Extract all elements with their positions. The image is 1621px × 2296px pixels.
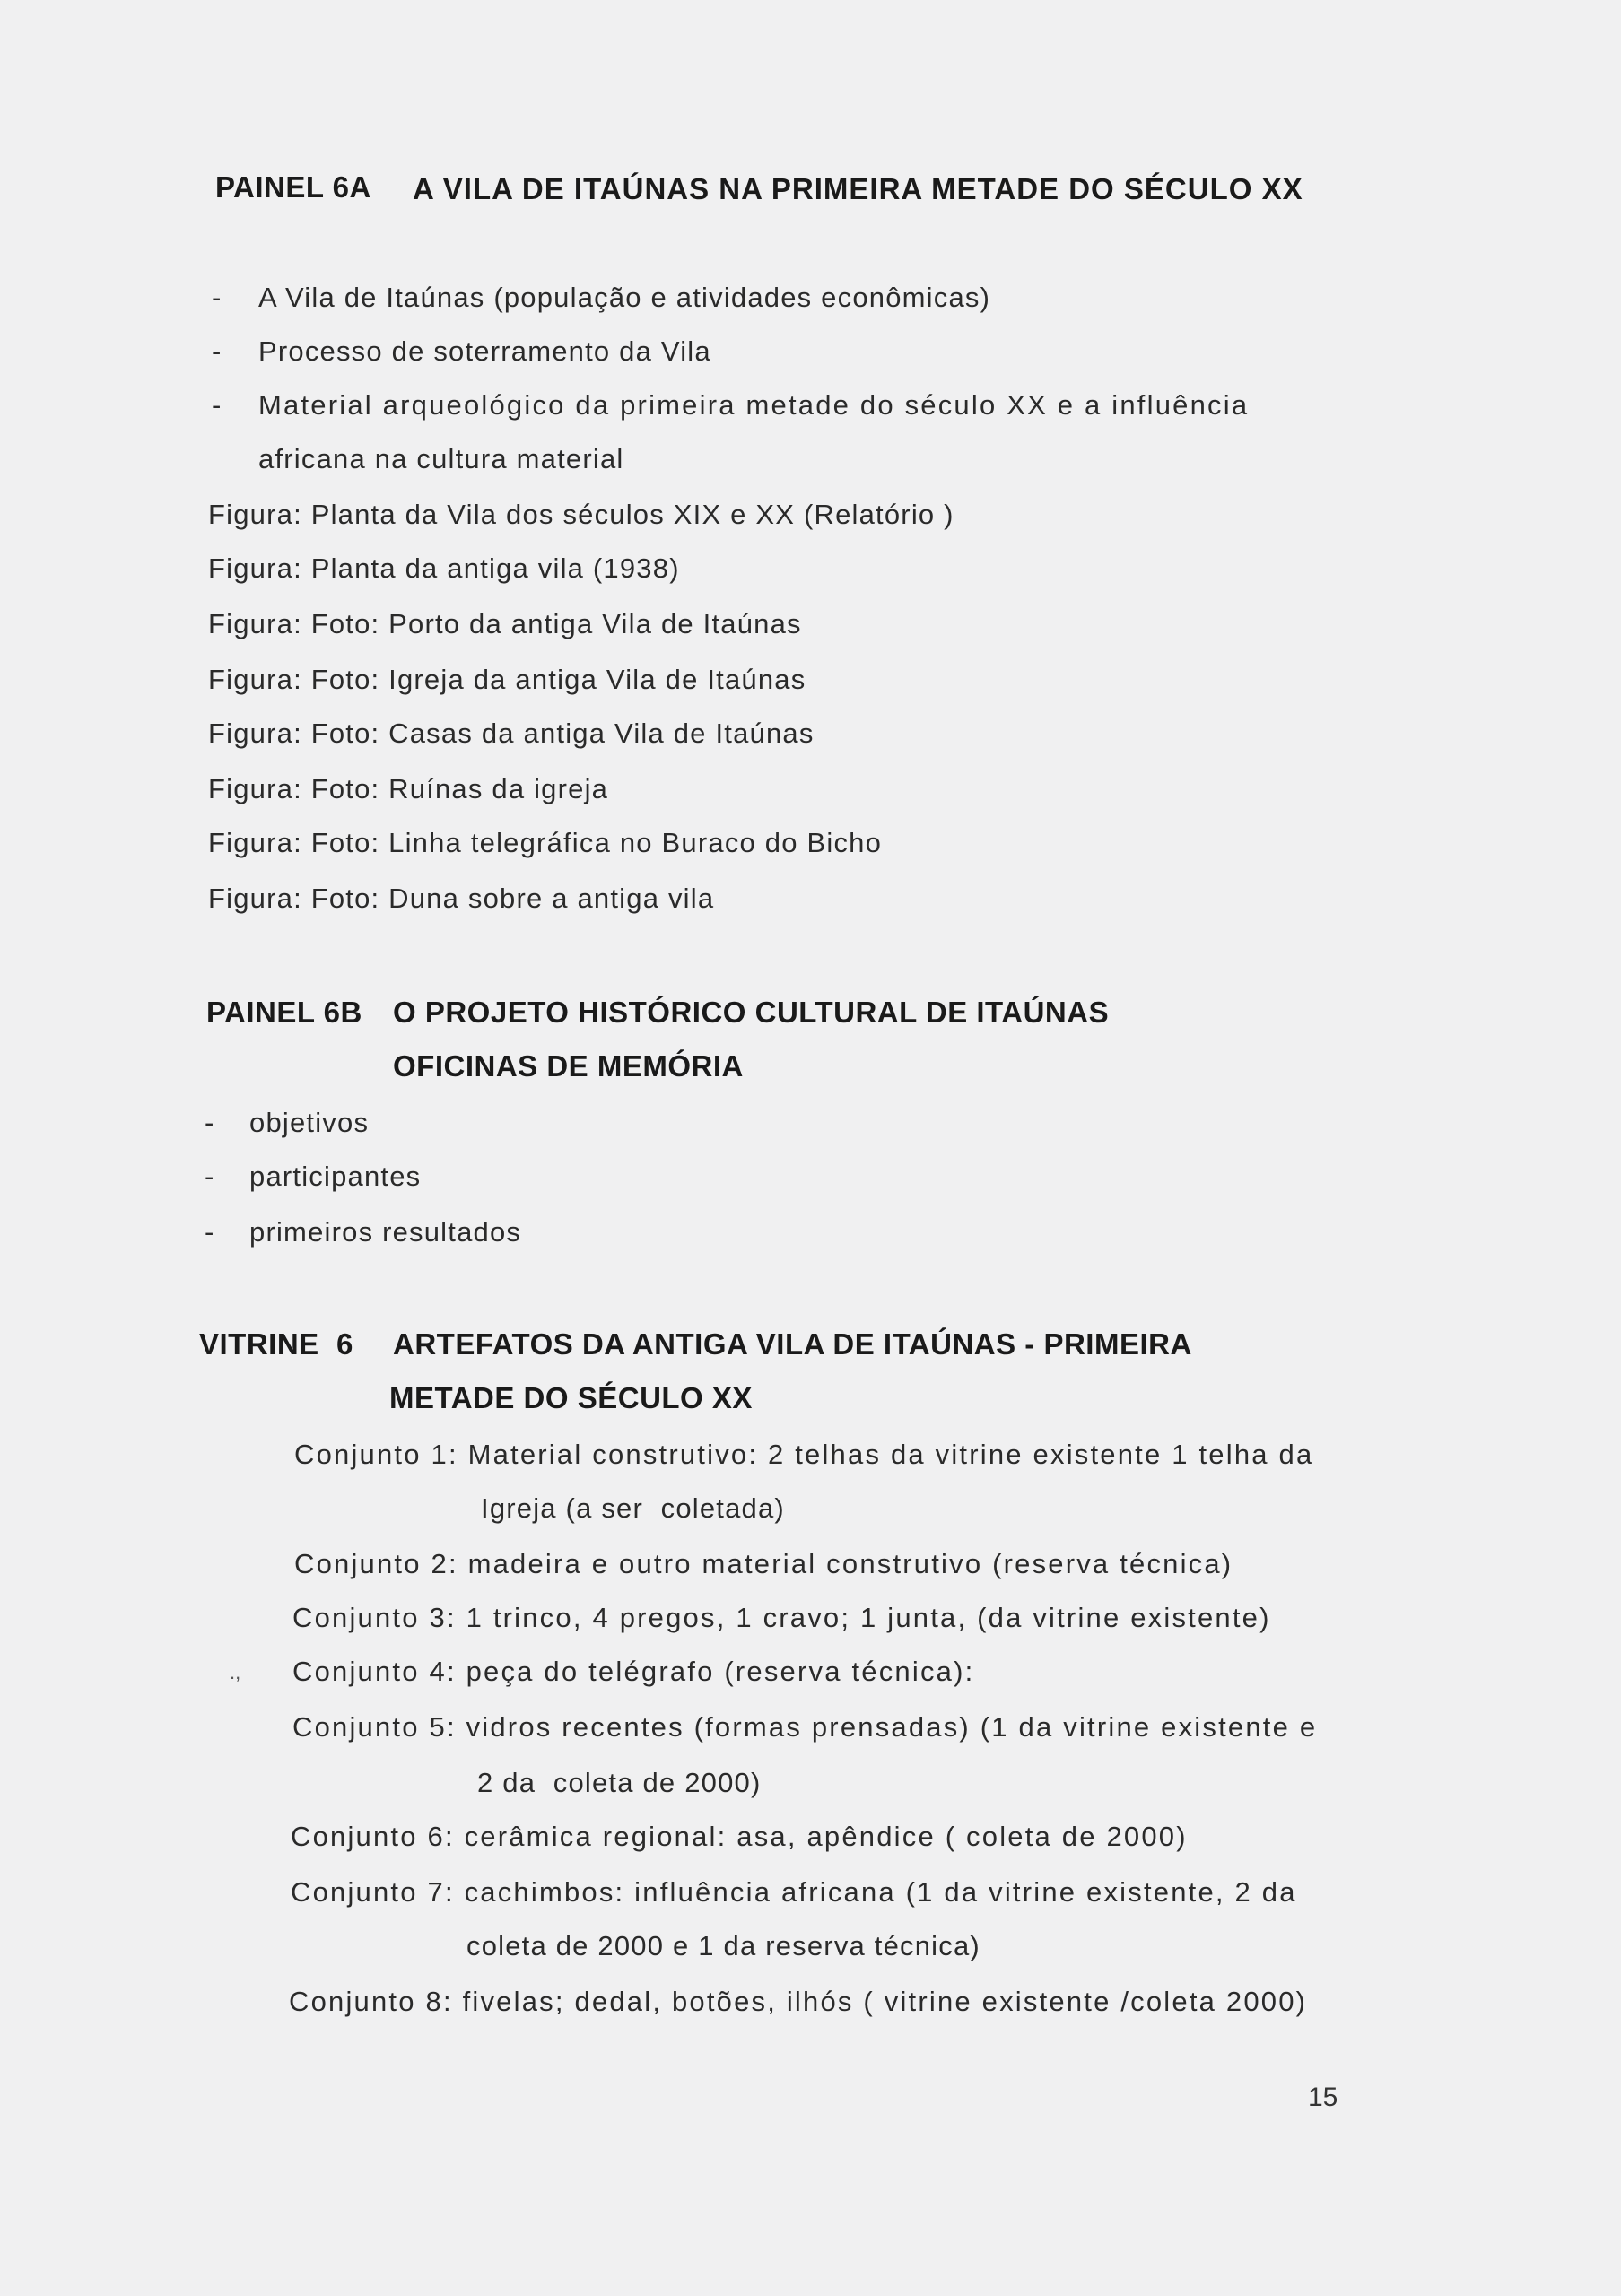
- conjunto-line: Conjunto 8: fivelas; dedal, botões, ilhós ( vitrine existente /coleta 2000): [289, 1986, 1308, 2017]
- bullet-dash: -: [212, 282, 222, 313]
- conjunto-line: Conjunto 7: cachimbos: influência africana (1 da vitrine existente, 2 da: [291, 1876, 1297, 1908]
- painel-6b-bullet: participantes: [249, 1161, 422, 1192]
- stray-mark: .,: [230, 1661, 241, 1683]
- painel-6a-bullet: A Vila de Itaúnas (população e atividades econômicas): [258, 282, 991, 313]
- conjunto-continuation: coleta de 2000 e 1 da reserva técnica): [466, 1930, 980, 1961]
- bullet-dash: -: [212, 389, 222, 421]
- conjunto-line: Conjunto 4: peça do telégrafo (reserva técnica):: [292, 1656, 975, 1687]
- conjunto-continuation: Igreja (a ser coletada): [481, 1492, 785, 1524]
- conjunto-line: Conjunto 1: Material construtivo: 2 telhas da vitrine existente 1 telha da: [294, 1439, 1314, 1470]
- figure-caption: Figura: Planta da antiga vila (1938): [208, 552, 680, 584]
- conjunto-line: Conjunto 3: 1 trinco, 4 pregos, 1 cravo; 1 junta, (da vitrine existente): [292, 1602, 1271, 1633]
- figure-caption: Figura: Planta da Vila dos séculos XIX e XX (Relatório ): [208, 499, 954, 530]
- painel-6a-bullet: Material arqueológico da primeira metade do século XX e a influência: [258, 389, 1250, 421]
- bullet-dash: -: [205, 1107, 215, 1138]
- vitrine-6-label: VITRINE 6: [199, 1327, 353, 1361]
- painel-6b-title-line1: O PROJETO HISTÓRICO CULTURAL DE ITAÚNAS: [393, 996, 1110, 1029]
- conjunto-line: Conjunto 2: madeira e outro material construtivo (reserva técnica): [294, 1548, 1233, 1579]
- vitrine-6-title-line2: METADE DO SÉCULO XX: [389, 1381, 753, 1414]
- bullet-dash: -: [205, 1161, 215, 1192]
- figure-caption: Figura: Foto: Linha telegráfica no Buraco do Bicho: [208, 827, 883, 858]
- conjunto-line: Conjunto 5: vidros recentes (formas prensadas) (1 da vitrine existente e: [292, 1711, 1318, 1743]
- painel-6b-bullet: objetivos: [249, 1107, 370, 1138]
- figure-caption: Figura: Foto: Ruínas da igreja: [208, 773, 609, 804]
- vitrine-6-title-line1: ARTEFATOS DA ANTIGA VILA DE ITAÚNAS - PRIMEIRA: [393, 1327, 1192, 1361]
- conjunto-line: Conjunto 6: cerâmica regional: asa, apêndice ( coleta de 2000): [291, 1821, 1188, 1852]
- painel-6a-label: PAINEL 6A: [215, 170, 371, 204]
- painel-6b-title-line2: OFICINAS DE MEMÓRIA: [393, 1049, 744, 1083]
- figure-caption: Figura: Foto: Duna sobre a antiga vila: [208, 883, 715, 914]
- bullet-dash: -: [212, 335, 222, 367]
- page-number: 15: [1308, 2083, 1338, 2112]
- figure-caption: Figura: Foto: Igreja da antiga Vila de Itaúnas: [208, 664, 806, 695]
- painel-6a-title: A VILA DE ITAÚNAS NA PRIMEIRA METADE DO SÉCULO XX: [413, 172, 1303, 205]
- painel-6b-bullet: primeiros resultados: [249, 1216, 522, 1248]
- painel-6a-bullet: Processo de soterramento da Vila: [258, 335, 711, 367]
- figure-caption: Figura: Foto: Porto da antiga Vila de Itaúnas: [208, 608, 802, 639]
- bullet-dash: -: [205, 1216, 215, 1248]
- figure-caption: Figura: Foto: Casas da antiga Vila de Itaúnas: [208, 718, 815, 749]
- conjunto-continuation: 2 da coleta de 2000): [477, 1767, 762, 1798]
- painel-6a-bullet-continuation: africana na cultura material: [258, 443, 624, 474]
- painel-6b-label: PAINEL 6B: [206, 996, 362, 1029]
